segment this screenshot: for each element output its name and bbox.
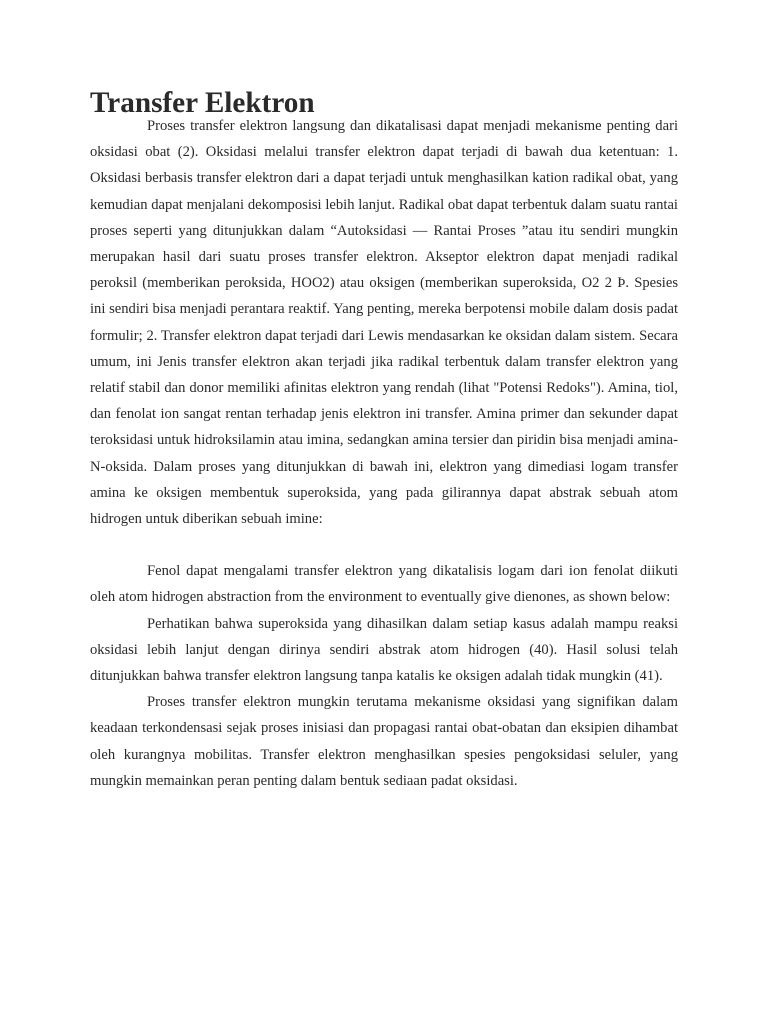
paragraph-gap bbox=[90, 532, 678, 558]
paragraph-condensed-state: Proses transfer elektron mungkin terutama mekanisme oksidasi yang signifikan dalam keadaan terkondensasi sejak proses inisiasi dan propagasi rantai obat-obatan dan eksipien dihambat oleh kurangnya mobilitas. Transfer elektron menghasilkan spesies pengoksidasi seluler, yang mungkin memainkan peran penting dalam bentuk sediaan padat oksidasi. bbox=[90, 694, 678, 789]
paragraph-electron-transfer-mechanism: Proses transfer elektron langsung dan dikatalisasi dapat menjadi mekanisme penting dari oksidasi obat (2). Oksidasi melalui transfer elektron dapat terjadi di bawah dua ketentuan: 1. Oksidasi berbasis transfer elektron dari a dapat terjadi untuk menghasilkan kation radikal obat, yang kemudian dapat menjalani dekomposisi lebih lanjut. Radikal obat dapat terbentuk dalam suatu rantai proses seperti yang ditunjukkan dalam “Autoksidasi — Rantai Proses ”atau itu sendiri mungkin merupakan hasil dari suatu proses transfer elektron. Akseptor elektron dapat menjadi radikal peroksil (memberikan peroksida, HOO2) atau oksigen (memberikan superoksida, O2 2 Þ. Spesies ini sendiri bisa menjadi perantara reaktif. Yang penting, mereka berpotensi mobile dalam dosis padat formulir; 2. Transfer elektron dapat terjadi dari Lewis mendasarkan ke oksidan dalam sistem. Secara umum, ini Jenis transfer elektron akan terjadi jika radikal terbentuk dalam transfer elektron yang relatif stabil dan donor memiliki afinitas elektron yang rendah (lihat "Potensi Redoks"). Amina, tiol, dan fenolat ion sangat rentan terhadap jenis elektron ini transfer. Amina primer dan sekunder dapat teroksidasi untuk hidroksilamin atau imina, sedangkan amina tersier dan piridin bisa menjadi amina-N-oksida. Dalam proses yang ditunjukkan di bawah ini, elektron yang dimediasi logam transfer amina ke oksigen membentuk superoksida, yang pada gilirannya dapat abstrak sebuah atom hidrogen untuk diberikan sebuah imine: bbox=[90, 118, 678, 528]
paragraph-superoxide: Perhatikan bahwa superoksida yang dihasilkan dalam setiap kasus adalah mampu reaksi oksidasi lebih lanjut dengan dirinya sendiri abstrak atom hidrogen (40). Hasil solusi telah ditunjukkan bahwa transfer elektron langsung tanpa katalis ke oksigen adalah tidak mungkin (41). bbox=[90, 615, 678, 685]
paragraph-phenol: Fenol dapat mengalami transfer elektron yang dikatalisis logam dari ion fenolat diikuti oleh atom hidrogen abstraction from the environment to eventually give dienones, as shown below: bbox=[90, 563, 678, 606]
section-heading: Transfer Elektron bbox=[90, 87, 315, 119]
document-page bbox=[90, 87, 678, 794]
